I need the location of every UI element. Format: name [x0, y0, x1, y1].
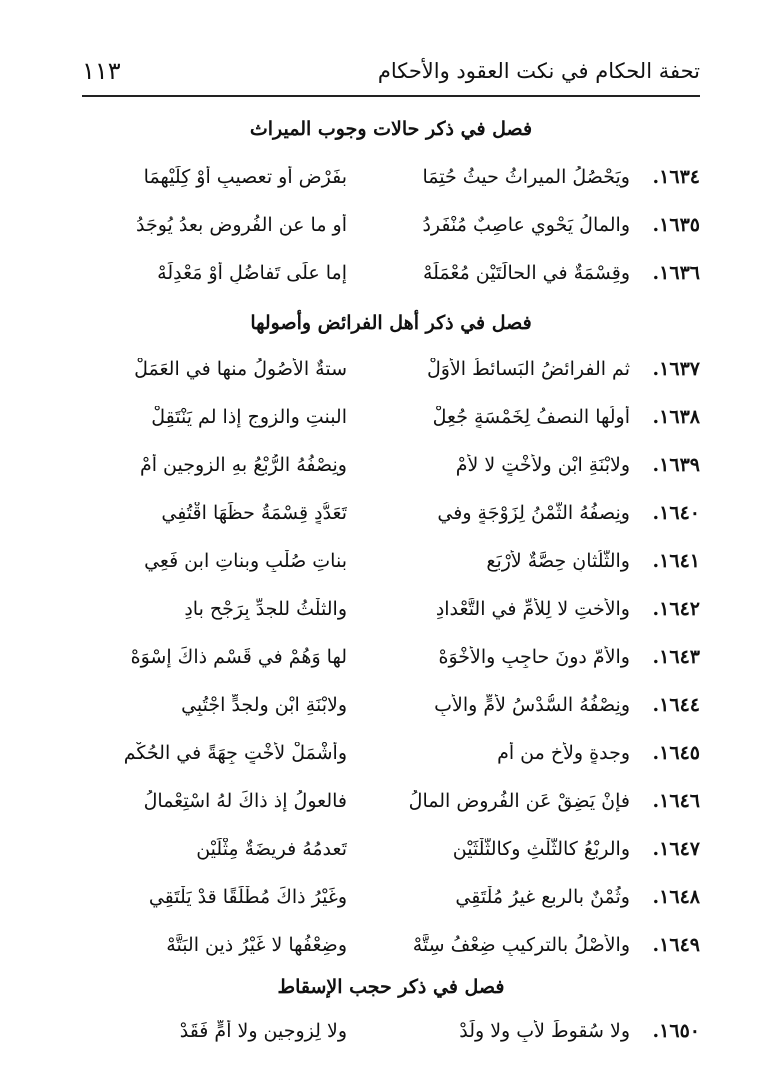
verse-line: [82, 1012, 700, 1056]
verse-number: ١٦٤٥.: [652, 742, 700, 764]
verse-line: [82, 878, 700, 922]
page-header: [82, 55, 700, 93]
verse-number: ١٦٣٤.: [652, 166, 700, 188]
verse-line: [82, 446, 700, 490]
verse-number: ١٦٤٧.: [652, 838, 700, 860]
verse-line: [82, 206, 700, 250]
verse-first-hemistich: ونِصفُهُ الثُّمْنُ لِزَوْجَةٍ وفي: [437, 502, 630, 524]
verse-first-hemistich: ولا سُقوطَ لأبٍ ولا ولَدْ: [459, 1020, 630, 1042]
verse-line: [82, 158, 700, 202]
section-heading: فصل في ذكر حالات وجوب الميراث: [249, 118, 533, 140]
verse-number: ١٦٣٩.: [652, 454, 700, 476]
section-heading: فصل في ذكر أهل الفرائض وأصولها: [250, 312, 532, 334]
verse-second-hemistich: تَعدمُهُ فريضَةٌ مِثْلَيْنِ: [196, 838, 347, 860]
verse-number: ١٦٣٦.: [652, 262, 700, 284]
verse-second-hemistich: وغَيْرُ ذاكَ مُطْلَقًا قدْ يَلْتَقِي: [148, 886, 347, 908]
verse-number: ١٦٤٦.: [652, 790, 700, 812]
verse-second-hemistich: وأشْمَلْ لأُخْتٍ جِهَةً في الحُكْمِ: [123, 742, 347, 764]
verse-number: ١٦٤٣.: [652, 646, 700, 668]
verse-line: [82, 926, 700, 970]
verse-number: ١٦٣٥.: [652, 214, 700, 236]
verse-second-hemistich: ولا لِزوجينِ ولا أُمٍّ فَقَدْ: [179, 1020, 347, 1042]
verse-second-hemistich: بناتِ صُلْبٍ وبناتِ ابنٍ فَعِي: [144, 550, 347, 572]
verse-number: ١٦٤٨.: [652, 886, 700, 908]
verse-first-hemistich: ويَحْصُلُ الميراثُ حيثُ حُتِمَا: [422, 166, 630, 188]
verse-number: ١٦٣٧.: [652, 358, 700, 380]
verse-second-hemistich: إما علَى تَفاضُلٍ أوْ مَعْدِلَهْ: [157, 262, 347, 284]
verse-second-hemistich: والثلْثُ للجدِّ بِرَجْحٍ بادِ: [184, 598, 347, 620]
verse-line: [82, 398, 700, 442]
verse-first-hemistich: ولابْنَةِ ابْنٍ ولأُخْتٍ لا لأُمْ: [455, 454, 630, 476]
verse-first-hemistich: أولُها النصفُ لِخَمْسَةٍ جُعِلْ: [432, 406, 630, 428]
verse-second-hemistich: تَعَدُّدٍ قِسْمَةُ حظِّهَا اقْتُفِي: [161, 502, 347, 524]
header-rule: [82, 95, 700, 97]
verse-second-hemistich: البنتِ والزوجِ إذا لم يَنْتَقِلْ: [151, 406, 347, 428]
verse-first-hemistich: والأختِ لا لِلأُمِّ في التَّعْدادِ: [435, 598, 630, 620]
verse-number: ١٦٣٨.: [652, 406, 700, 428]
verse-first-hemistich: وجدةٍ ولأخ من أم: [497, 742, 630, 764]
verse-line: [82, 782, 700, 826]
verse-second-hemistich: ستةٌ الأُصُولُ منها في العَمَلْ: [134, 358, 347, 380]
verse-second-hemistich: لها وَهُمْ في قَسْمِ ذاكَ إسْوَهْ: [130, 646, 347, 668]
verse-number: ١٦٤٩.: [652, 934, 700, 956]
verse-first-hemistich: والأصْلُ بالتركيبِ ضِعْفُ سِتَّهْ: [412, 934, 630, 956]
verse-first-hemistich: فإنْ يَضِقْ عَنِ الفُروضِ المالُ: [408, 790, 630, 812]
verse-line: [82, 638, 700, 682]
verse-second-hemistich: وضِعْفُها لا غَيْرُ ذينِ البَتَّهْ: [166, 934, 347, 956]
verse-second-hemistich: ونِصْفُهُ الرُّبْعُ بهِ الزوجينِ أُمْ: [139, 454, 347, 476]
verse-number: ١٦٤٠.: [652, 502, 700, 524]
verse-line: [82, 494, 700, 538]
verse-line: [82, 590, 700, 634]
verse-second-hemistich: أو ما عنِ الفُروضِ بعدُ يُوجَدُ: [136, 214, 347, 236]
verse-second-hemistich: بفَرْضٍ أو تعصيبٍ أوْ كِلَيْهِمَا: [143, 166, 347, 188]
verse-first-hemistich: وثُمْنٌ بالربعِ غيرُ مُلْتَقِي: [455, 886, 630, 908]
verse-line: [82, 830, 700, 874]
verse-line: [82, 350, 700, 394]
verse-number: ١٦٥٠.: [652, 1020, 700, 1042]
verse-first-hemistich: ثم الفرائضُ البَسائطُ الأُوَلْ: [426, 358, 630, 380]
verse-number: ١٦٤١.: [652, 550, 700, 572]
verse-second-hemistich: فالعولُ إذ ذاكَ لهُ اسْتِعْمالُ: [143, 790, 347, 812]
verse-line: [82, 734, 700, 778]
verse-line: [82, 686, 700, 730]
verse-first-hemistich: والثُّلُثانِ حِصَّةٌ لأرْبَعِ: [486, 550, 630, 572]
verse-second-hemistich: ولابْنَةِ ابْنٍ ولجدٍّ اجْتُبِي: [181, 694, 347, 716]
verse-first-hemistich: والأمّ دونَ حاجِبٍ والأخْوَهْ: [438, 646, 630, 668]
page-number: ١١٣: [82, 57, 121, 85]
running-title: تحفة الحكام في نكت العقود والأحكام: [377, 59, 700, 83]
verse-first-hemistich: ونِصْفُهُ السُّدْسُ لأمٍّ والأبِ: [434, 694, 630, 716]
verse-first-hemistich: والربْعُ كالثُّلْثِ وكالثُّلْثَيْنِ: [452, 838, 630, 860]
verse-first-hemistich: والمالُ يَحْوِي عاصِبٌ مُنْفَرِدُ: [422, 214, 630, 236]
verse-line: [82, 254, 700, 298]
verse-line: [82, 542, 700, 586]
verse-number: ١٦٤٢.: [652, 598, 700, 620]
verse-number: ١٦٤٤.: [652, 694, 700, 716]
section-heading: فصل في ذكر حجب الإسقاط: [277, 976, 505, 998]
verse-first-hemistich: وقِسْمَةٌ في الحالَتَيْنِ مُعْمَلَهْ: [422, 262, 630, 284]
